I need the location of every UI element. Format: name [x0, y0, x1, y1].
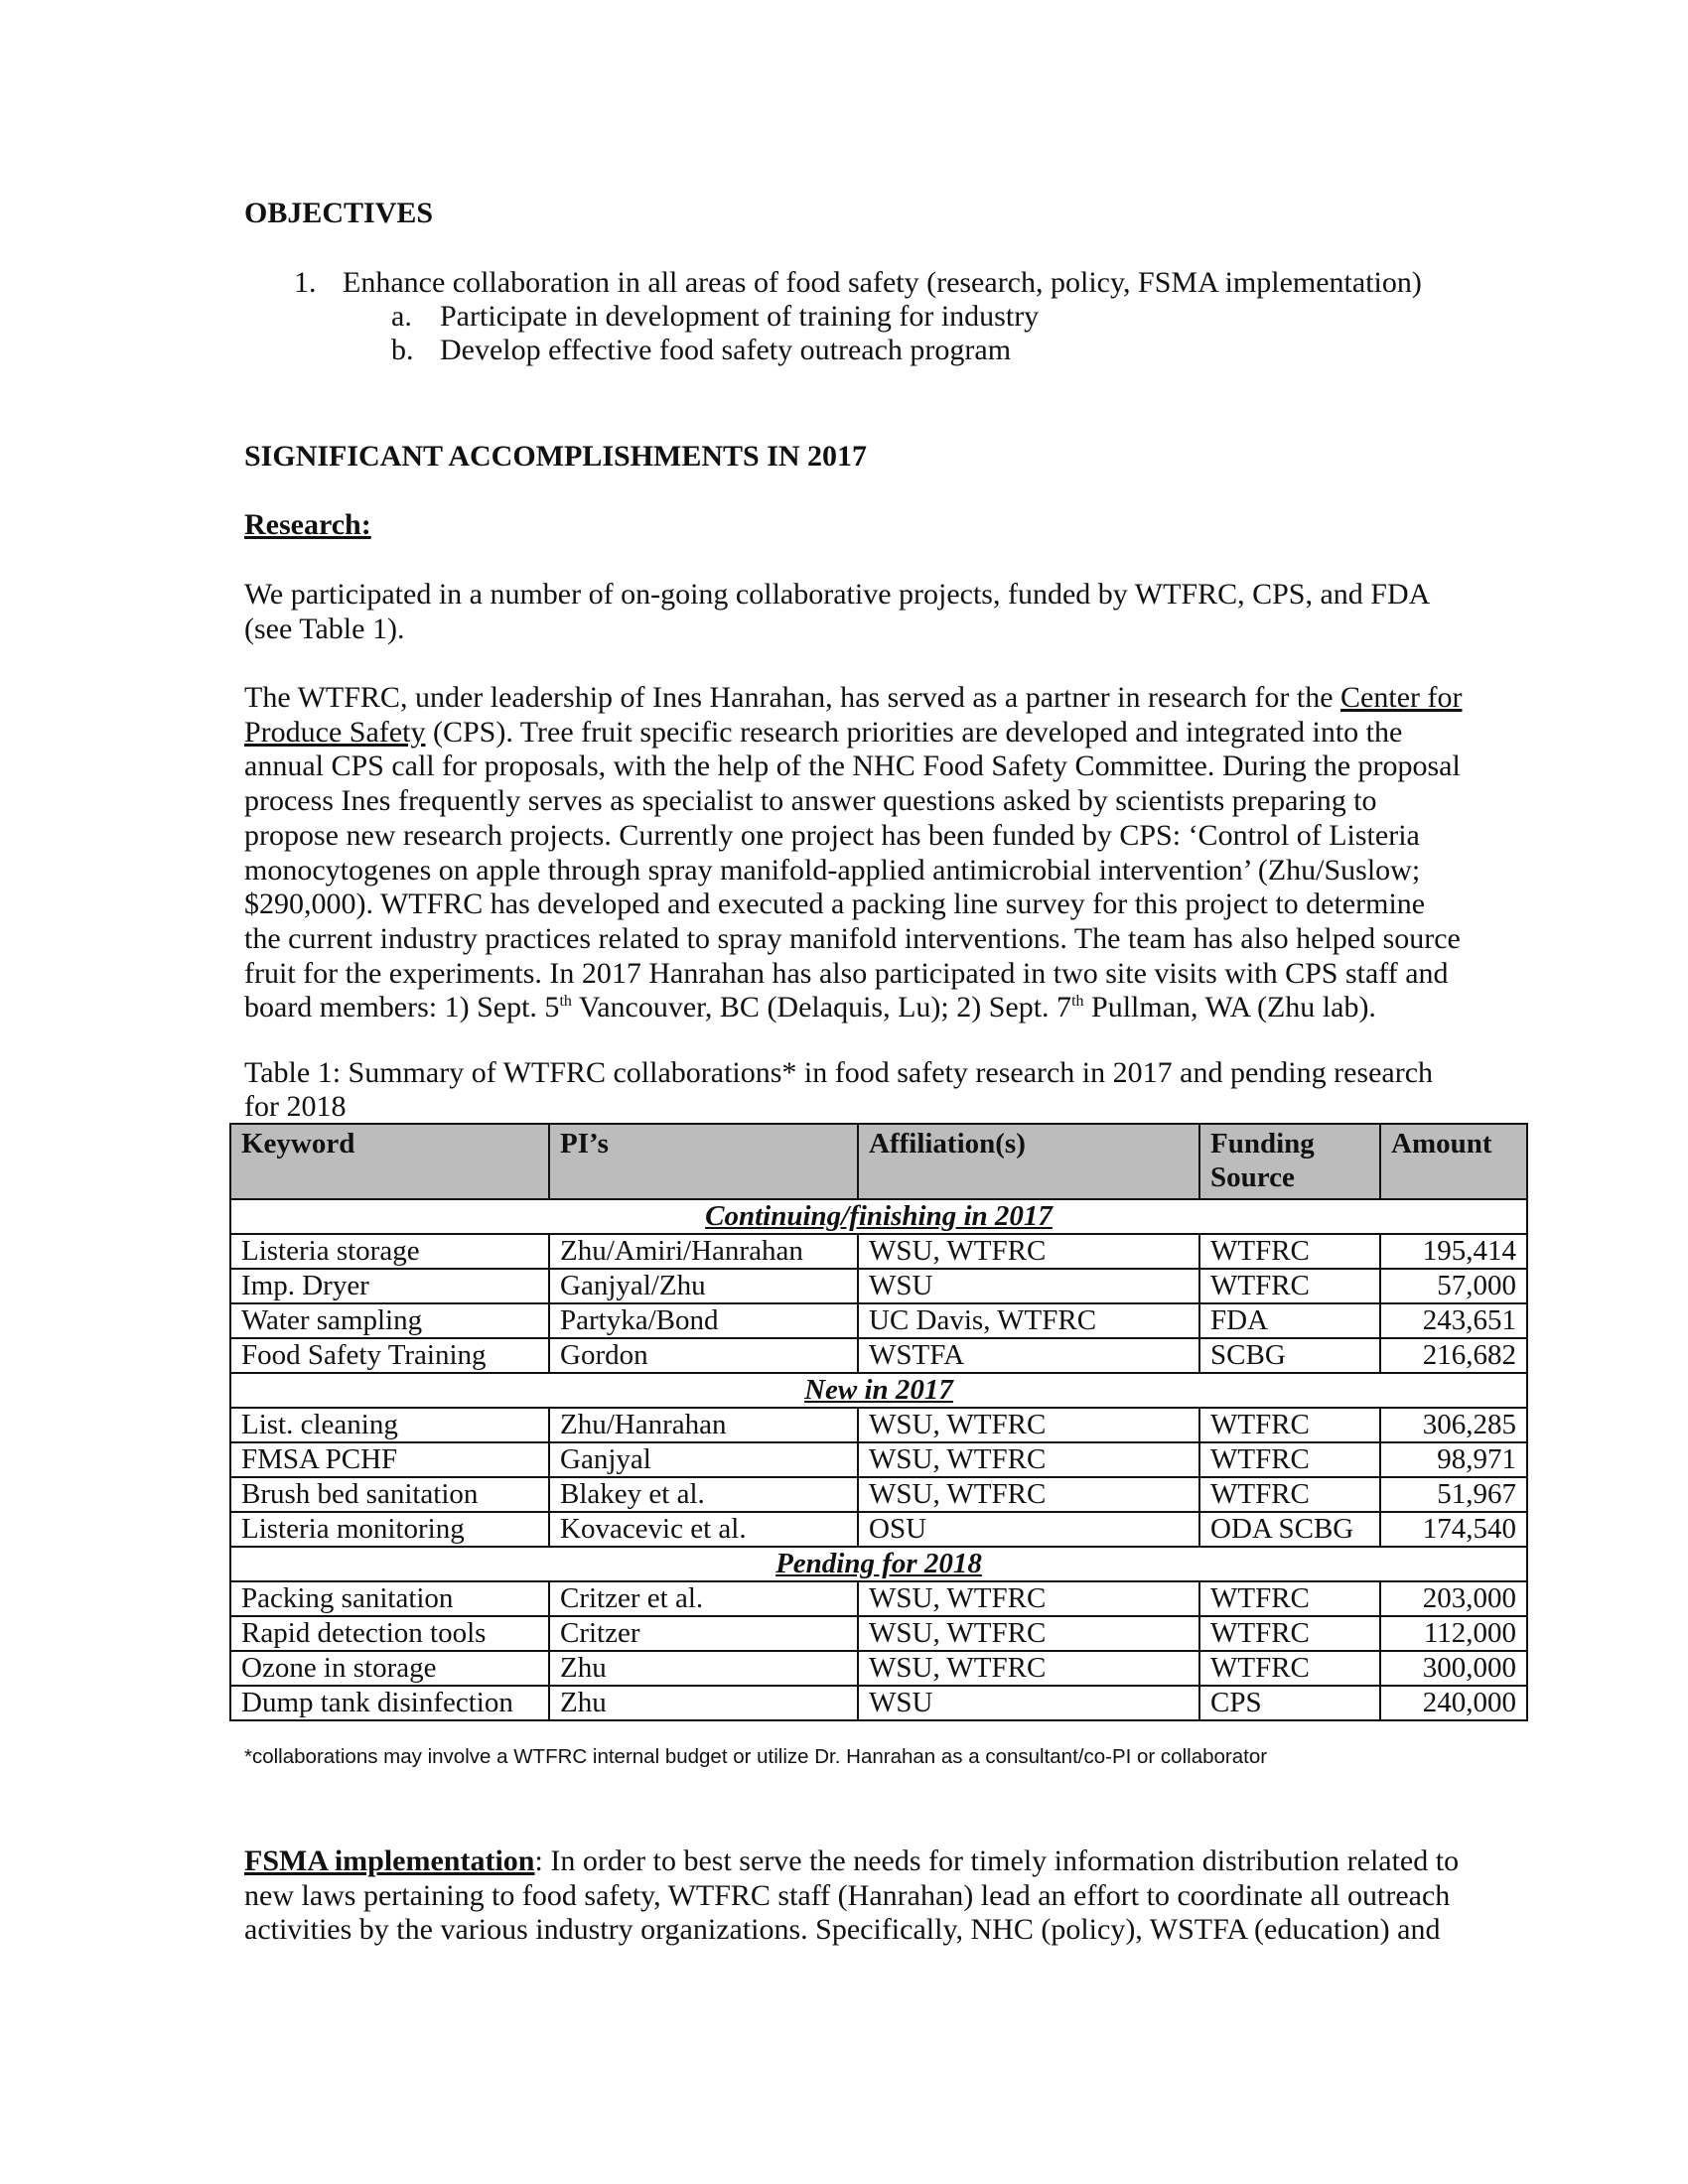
table-row [230, 1616, 1527, 1651]
cell-keyword: Dump tank disinfection [230, 1686, 549, 1720]
cell-affiliation: WSU, WTFRC [858, 1616, 1199, 1651]
objectives-heading: OBJECTIVES [244, 197, 434, 229]
cell-keyword: Water sampling [230, 1303, 549, 1338]
cell-funding: ODA SCBG [1199, 1512, 1380, 1547]
cell-funding: FDA [1199, 1303, 1380, 1338]
section-label: Continuing/finishing in 2017 [230, 1199, 1527, 1234]
superscript: th [1071, 993, 1084, 1011]
paragraph-line: $290,000). WTFRC has developed and executed a packing line survey for this project to determine [244, 887, 1426, 921]
section-row [230, 1373, 1527, 1408]
cell-affiliation: WSU, WTFRC [858, 1651, 1199, 1686]
cell-funding: WTFRC [1199, 1581, 1380, 1616]
cell-keyword: Rapid detection tools [230, 1616, 549, 1651]
paragraph-text: The WTFRC, under leadership of Ines Hanrahan, has served as a partner in research for the [244, 681, 1341, 714]
fsma-heading: FSMA implementation [244, 1844, 535, 1877]
cell-affiliation: WSU [858, 1269, 1199, 1303]
objective-1-text: Enhance collaboration in all areas of food safety (research, policy, FSMA implementation) [343, 266, 1422, 299]
cell-keyword: FMSA PCHF [230, 1442, 549, 1477]
table-row [230, 1442, 1527, 1477]
research-heading: Research: [244, 508, 371, 541]
section-label: Pending for 2018 [230, 1547, 1527, 1581]
cell-pis: Critzer [549, 1616, 858, 1651]
table-row [230, 1651, 1527, 1686]
research-paragraph-1 [244, 578, 1485, 646]
cell-amount: 174,540 [1380, 1512, 1527, 1547]
paragraph-line [244, 681, 1485, 716]
cell-pis: Zhu/Hanrahan [549, 1408, 858, 1442]
table-row [230, 1338, 1527, 1373]
header-amount: Amount [1380, 1124, 1527, 1199]
fsma-paragraph [244, 1844, 1485, 1948]
cell-affiliation: OSU [858, 1512, 1199, 1547]
cell-amount: 203,000 [1380, 1581, 1527, 1616]
cell-keyword: Brush bed sanitation [230, 1477, 549, 1512]
cell-amount: 240,000 [1380, 1686, 1527, 1720]
table-caption-line-1: Table 1: Summary of WTFRC collaborations* in food safety research in 2017 and pending research [244, 1056, 1434, 1089]
paragraph-text: board members: 1) Sept. 5 [244, 991, 560, 1024]
cell-amount: 57,000 [1380, 1269, 1527, 1303]
table-footnote: *collaborations may involve a WTFRC internal budget or utilize Dr. Hanrahan as a consultant/co-PI or collaborator [244, 1745, 1268, 1768]
paragraph-line: new laws pertaining to food safety, WTFRC staff (Hanrahan) lead an effort to coordinate all outreach [244, 1878, 1451, 1912]
cell-pis: Gordon [549, 1338, 858, 1373]
cell-pis: Zhu/Amiri/Hanrahan [549, 1234, 858, 1269]
paragraph-line [244, 991, 1485, 1025]
paragraph-text: Vancouver, BC (Delaquis, Lu); 2) Sept. 7 [571, 991, 1072, 1024]
section-row [230, 1547, 1527, 1581]
cell-affiliation: WSU, WTFRC [858, 1442, 1199, 1477]
cell-keyword: List. cleaning [230, 1408, 549, 1442]
cell-pis: Ganjyal [549, 1442, 858, 1477]
objective-1b-letter: b. [391, 334, 414, 366]
cell-funding: CPS [1199, 1686, 1380, 1720]
cell-amount: 112,000 [1380, 1616, 1527, 1651]
cell-pis: Kovacevic et al. [549, 1512, 858, 1547]
cell-affiliation: WSU [858, 1686, 1199, 1720]
cps-link[interactable]: Produce Safety [244, 715, 426, 749]
cell-affiliation: UC Davis, WTFRC [858, 1303, 1199, 1338]
header-pis: PI’s [549, 1124, 858, 1199]
accomplishments-heading: SIGNIFICANT ACCOMPLISHMENTS IN 2017 [244, 440, 868, 473]
header-keyword: Keyword [230, 1124, 549, 1199]
paragraph-line: the current industry practices related to spray manifold interventions. The team has also helped source [244, 921, 1461, 955]
objective-1a-text: Participate in development of training for industry [440, 300, 1040, 333]
cell-keyword: Imp. Dryer [230, 1269, 549, 1303]
cell-funding: WTFRC [1199, 1408, 1380, 1442]
objective-1b-text: Develop effective food safety outreach program [440, 334, 1012, 366]
cell-keyword: Food Safety Training [230, 1338, 549, 1373]
cell-amount: 51,967 [1380, 1477, 1527, 1512]
paragraph-line: annual CPS call for proposals, with the help of the NHC Food Safety Committee. During the proposal [244, 750, 1461, 783]
section-row [230, 1199, 1527, 1234]
cps-link[interactable]: Center for [1340, 681, 1463, 714]
paragraph-line [244, 1844, 1485, 1879]
cell-funding: SCBG [1199, 1338, 1380, 1373]
cell-amount: 216,682 [1380, 1338, 1527, 1373]
cell-affiliation: WSU, WTFRC [858, 1581, 1199, 1616]
table-row [230, 1477, 1527, 1512]
cell-funding: WTFRC [1199, 1651, 1380, 1686]
cell-amount: 195,414 [1380, 1234, 1527, 1269]
cell-amount: 300,000 [1380, 1651, 1527, 1686]
cell-keyword: Listeria monitoring [230, 1512, 549, 1547]
cell-pis: Blakey et al. [549, 1477, 858, 1512]
paragraph-line: We participated in a number of on-going collaborative projects, funded by WTFRC, CPS, and FDA [244, 578, 1431, 611]
cell-affiliation: WSU, WTFRC [858, 1477, 1199, 1512]
paragraph-line: process Ines frequently serves as specialist to answer questions asked by scientists preparing to [244, 784, 1377, 818]
paragraph-line: activities by the various industry organizations. Specifically, NHC (policy), WSTFA (education) and [244, 1913, 1441, 1947]
table-row [230, 1408, 1527, 1442]
cell-funding: WTFRC [1199, 1477, 1380, 1512]
cell-affiliation: WSTFA [858, 1338, 1199, 1373]
cell-amount: 98,971 [1380, 1442, 1527, 1477]
cell-pis: Zhu [549, 1651, 858, 1686]
table-row [230, 1686, 1527, 1720]
paragraph-text: (CPS). Tree fruit specific research priorities are developed and integrated into the [425, 715, 1403, 749]
paragraph-text: Pullman, WA (Zhu lab). [1083, 991, 1376, 1024]
table-row [230, 1234, 1527, 1269]
table-row [230, 1303, 1527, 1338]
objective-1a-letter: a. [391, 300, 412, 333]
cell-amount: 243,651 [1380, 1303, 1527, 1338]
cell-pis: Partyka/Bond [549, 1303, 858, 1338]
table-row [230, 1512, 1527, 1547]
cell-pis: Ganjyal/Zhu [549, 1269, 858, 1303]
paragraph-line: monocytogenes on apple through spray manifold-applied antimicrobial intervention’ (Zhu/Suslow; [244, 853, 1421, 887]
cell-affiliation: WSU, WTFRC [858, 1408, 1199, 1442]
cell-funding: WTFRC [1199, 1234, 1380, 1269]
superscript: th [559, 993, 572, 1011]
paragraph-line: propose new research projects. Currently one project has been funded by CPS: ‘Control of Listeria [244, 818, 1420, 852]
cell-funding: WTFRC [1199, 1442, 1380, 1477]
cell-keyword: Listeria storage [230, 1234, 549, 1269]
cell-funding: WTFRC [1199, 1616, 1380, 1651]
cell-pis: Critzer et al. [549, 1581, 858, 1616]
table-header-row [230, 1124, 1527, 1199]
cell-funding: WTFRC [1199, 1269, 1380, 1303]
cell-amount: 306,285 [1380, 1408, 1527, 1442]
collaborations-table [229, 1123, 1528, 1721]
table-row [230, 1269, 1527, 1303]
header-funding-source: Funding Source [1199, 1124, 1380, 1199]
paragraph-line: fruit for the experiments. In 2017 Hanrahan has also participated in two site visits with CPS staff and [244, 956, 1449, 990]
paragraph-line: (see Table 1). [244, 612, 405, 645]
research-paragraph-2 [244, 681, 1485, 1025]
cell-pis: Zhu [549, 1686, 858, 1720]
paragraph-text: : In order to best serve the needs for timely information distribution related to [534, 1844, 1460, 1877]
cell-keyword: Packing sanitation [230, 1581, 549, 1616]
table-row [230, 1581, 1527, 1616]
section-label: New in 2017 [230, 1373, 1527, 1408]
cell-affiliation: WSU, WTFRC [858, 1234, 1199, 1269]
cell-keyword: Ozone in storage [230, 1651, 549, 1686]
paragraph-line [244, 716, 1485, 751]
table-caption-line-2: for 2018 [244, 1090, 347, 1123]
objective-1-number: 1. [294, 266, 317, 299]
header-affiliations: Affiliation(s) [858, 1124, 1199, 1199]
